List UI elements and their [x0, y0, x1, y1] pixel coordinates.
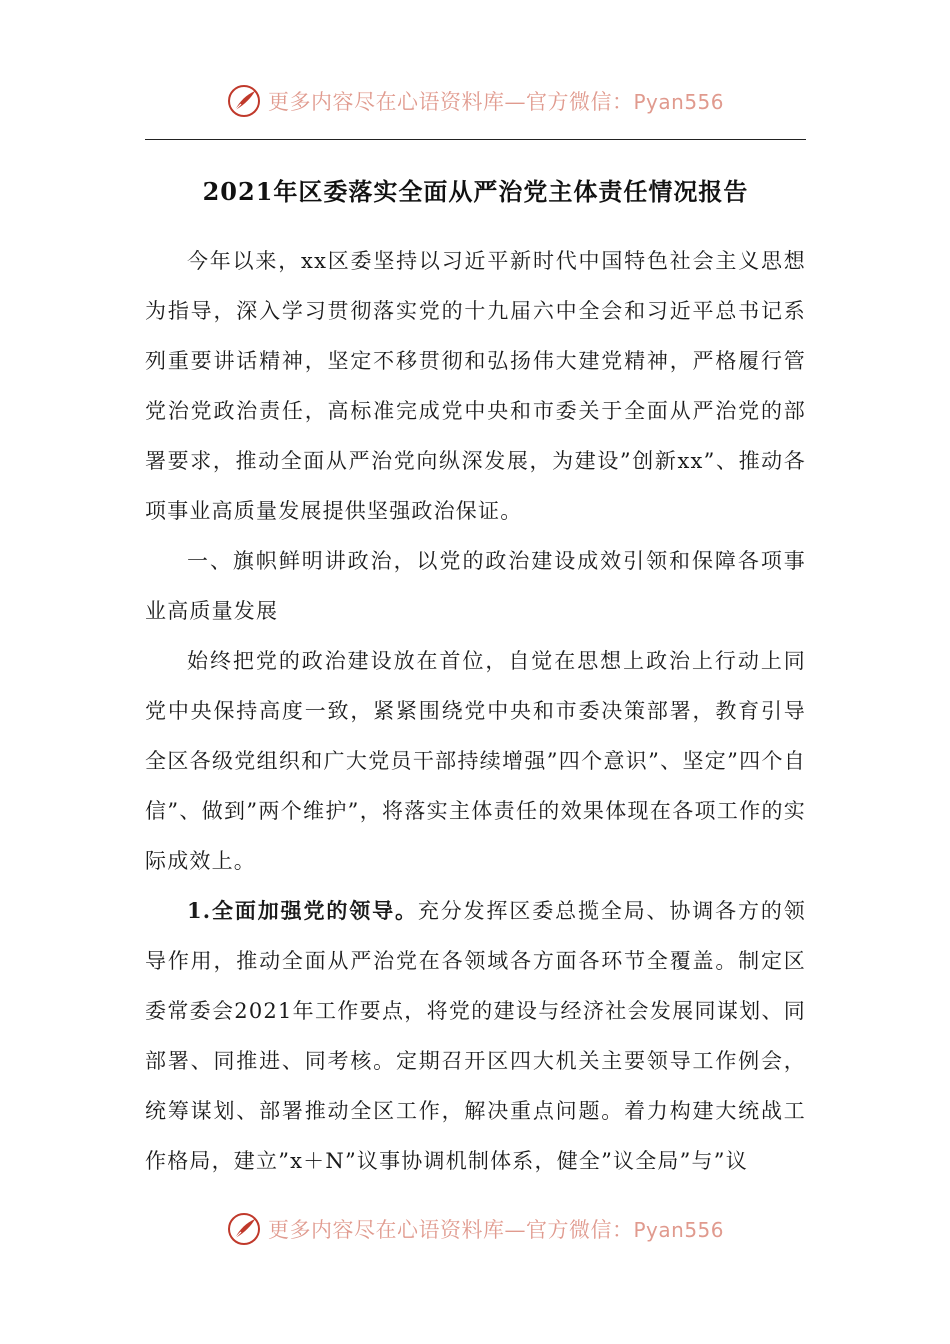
paragraph: 1.全面加强党的领导。充分发挥区委总揽全局、协调各方的领导作用，推动全面从严治党在各领域各方面各环节全覆盖。制定区委常委会2021年工作要点，将党的建设与经济社会发展同谋划、同部署、同推进、同考核。定期召开区四大机关主要领导工作例会，统筹谋划、部署推动全区工作，解决重点问题。着力构建大统战工作格局，建立”x＋N”议事协调机制体系，健全”议全局”与”议 — [145, 898, 806, 1173]
quill-logo-icon — [226, 1211, 262, 1247]
watermark-banner-top — [0, 76, 950, 126]
paragraph: 今年以来，xx区委坚持以习近平新时代中国特色社会主义思想为指导，深入学习贯彻落实党的十九届六中全会和习近平总书记系列重要讲话精神，坚定不移贯彻和弘扬伟大建党精神，严格履行管党治党政治责任，高标准完成党中央和市委关于全面从严治党的部署要求，推动全面从严治党向纵深发展，为建设”创新xx”、推动各项事业高质量发展提供坚强政治保证。 — [145, 249, 806, 523]
document-body — [145, 236, 806, 1186]
document-title: 2021年区委落实全面从严治党主体责任情况报告 — [202, 177, 749, 206]
watermark-text: 更多内容尽在心语资料库—官方微信：Pyan556 — [267, 90, 724, 114]
watermark-banner-bottom — [0, 1204, 950, 1254]
watermark-text: 更多内容尽在心语资料库—官方微信：Pyan556 — [267, 1218, 724, 1242]
paragraph: 始终把党的政治建设放在首位，自觉在思想上政治上行动上同党中央保持高度一致，紧紧围绕党中央和市委决策部署，教育引导全区各级党组织和广大党员干部持续增强”四个意识”、坚定”四个自信”、做到”两个维护”，将落实主体责任的效果体现在各项工作的实际成效上。 — [145, 649, 806, 873]
section-heading: 一、旗帜鲜明讲政治，以党的政治建设成效引领和保障各项事业高质量发展 — [145, 549, 806, 623]
quill-logo-icon — [226, 83, 262, 119]
subheading-bold: 1.全面加强党的领导。 — [187, 898, 418, 923]
header-divider — [145, 139, 806, 140]
